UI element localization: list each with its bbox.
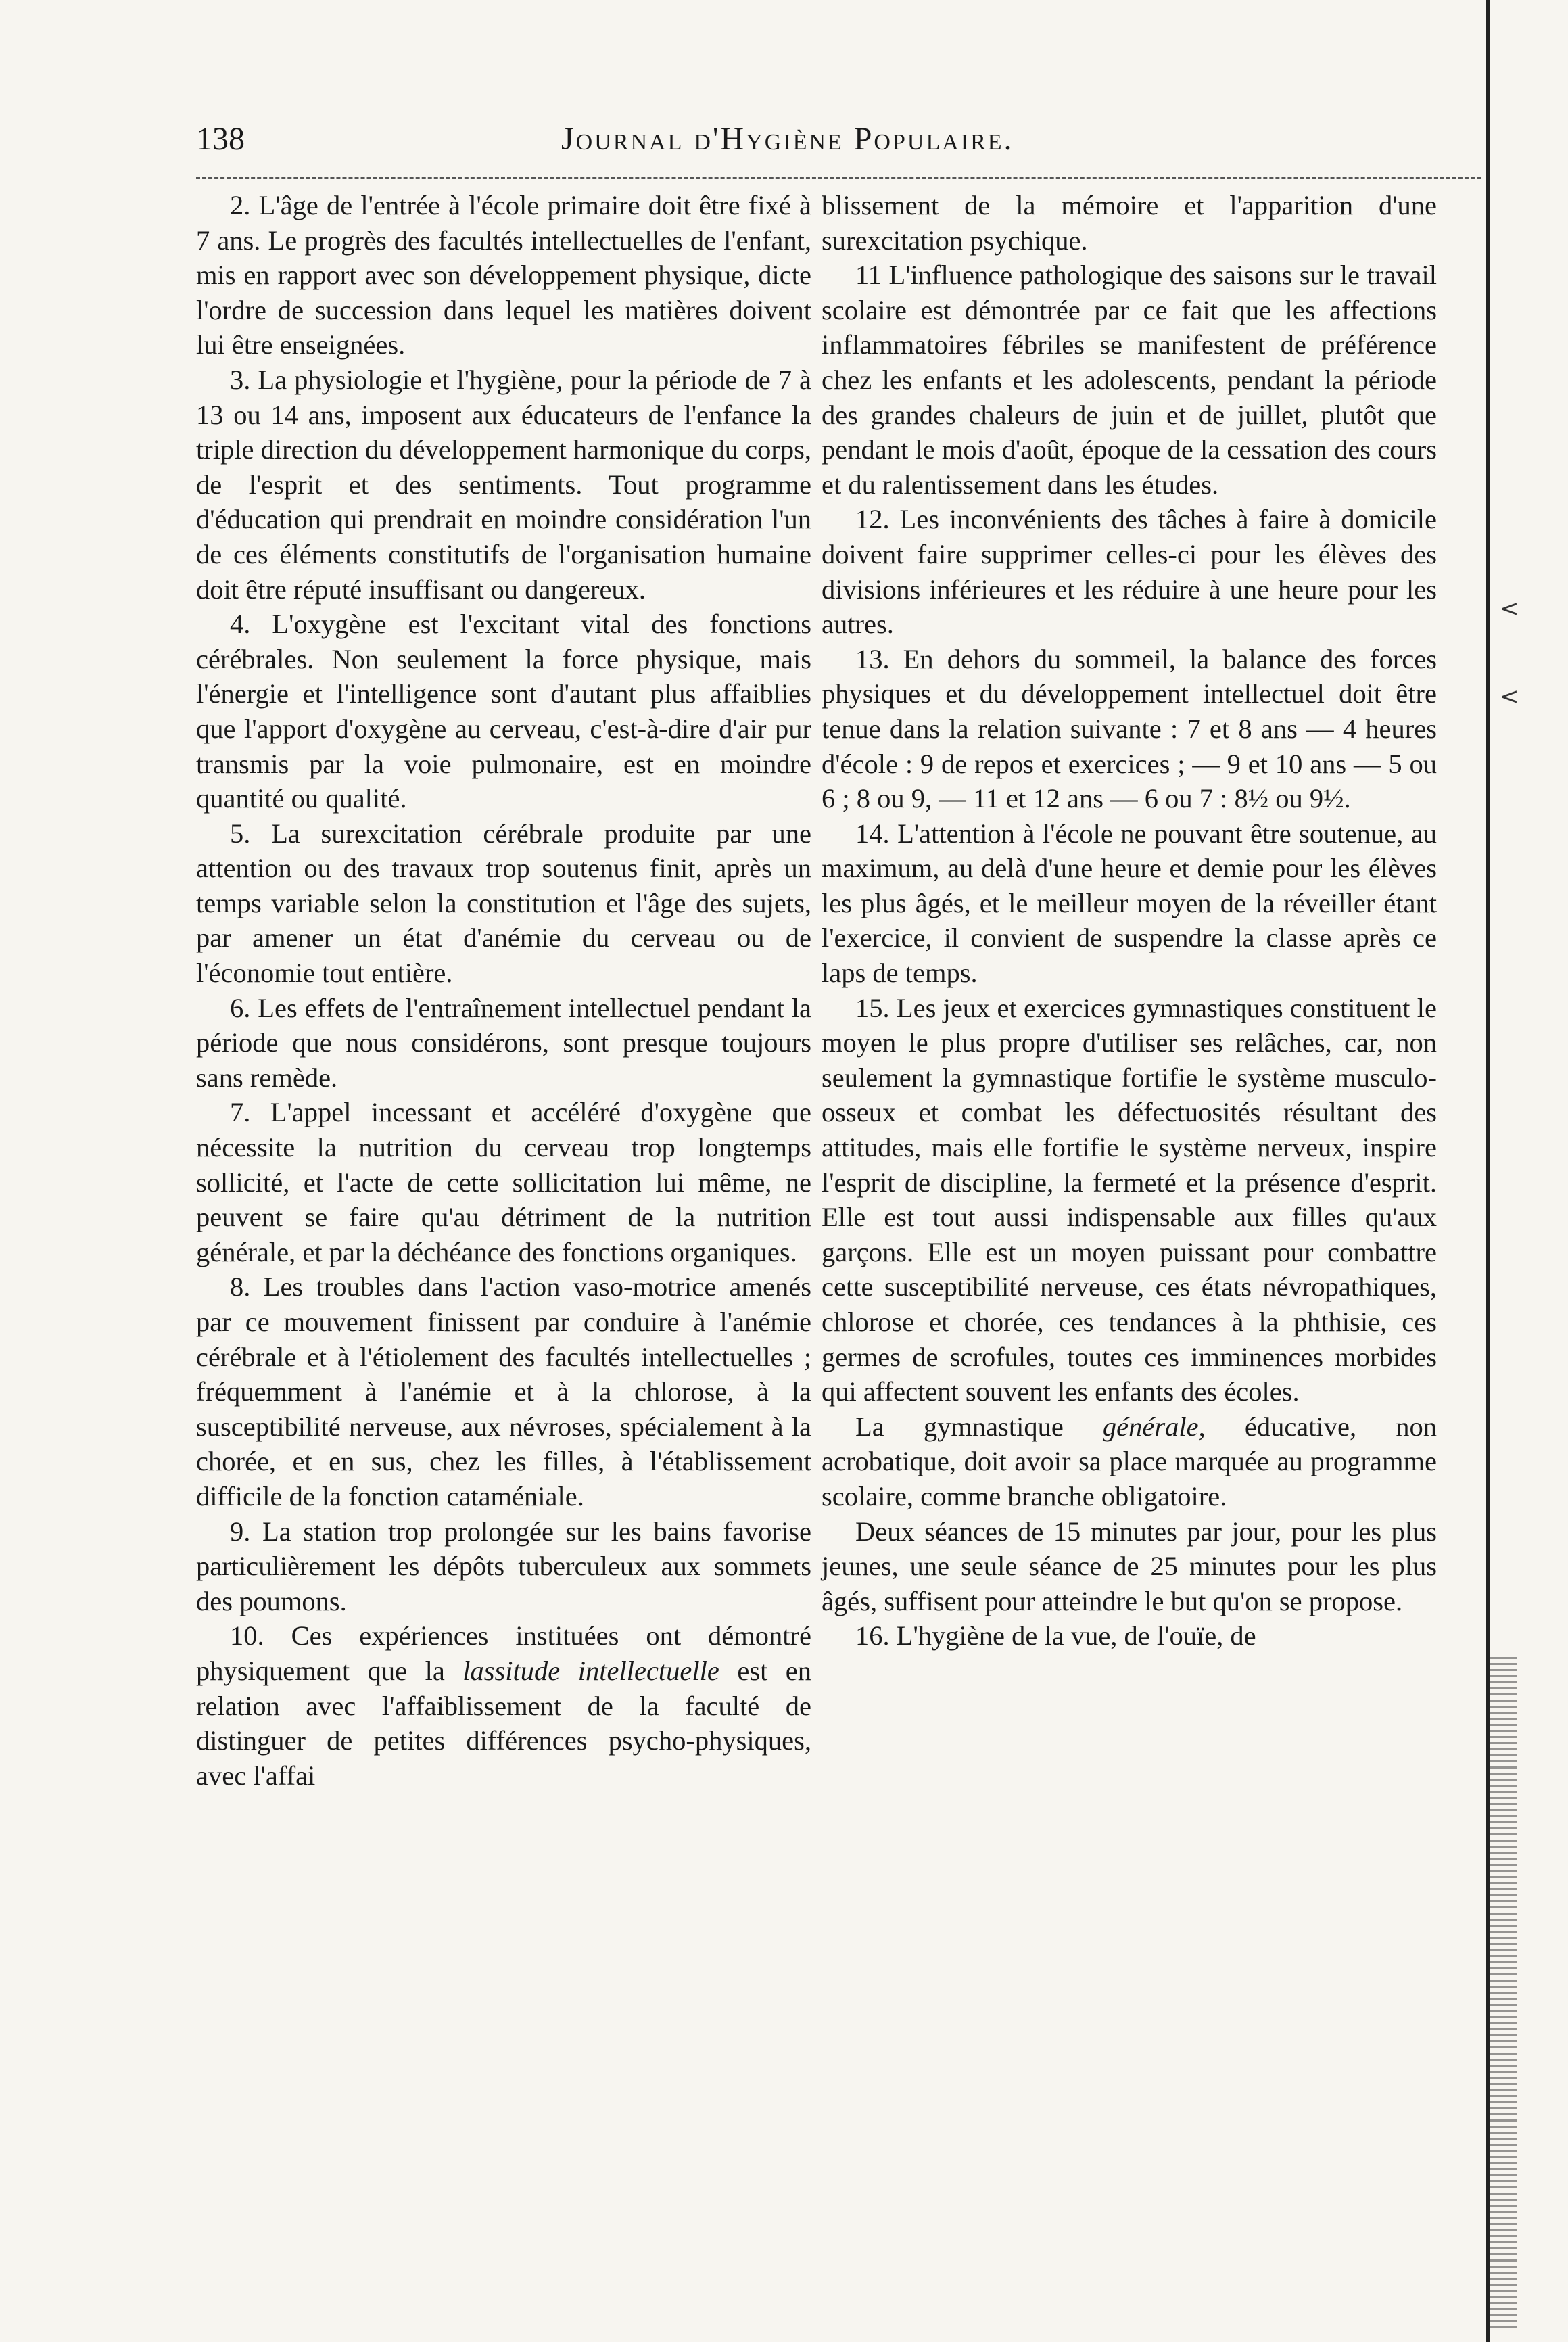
paragraph-text: , éducative, non acrobatique, doit avoir sa place marquée au programme scolaire, comme branche obligatoire. (822, 1411, 1437, 1512)
paragraph: 15. Les jeux et exercices gymnastiques constituent le moyen le plus propre d'utiliser ses relâches, car, non seulement la gymnastique fortifie le système musculo-osseux et combat les défectuosités résultant des attitudes, mais elle fortifie le système nerveux, inspire l'esprit de discipline, la fermeté et la présence d'esprit. Elle est tout aussi indispensable aux filles qu'aux garçons. Elle est un moyen puissant pour combattre cette susceptibilité nerveuse, ces états névropathiques, chlorose et chorée, ces tendances à la phthisie, ces germes de scrofules, toutes ces imminences morbides qui affectent souvent les enfants des écoles. (822, 992, 1437, 1407)
paragraph: 16. L'hygiène de la vue, de l'ouïe, de (855, 1620, 1256, 1652)
italic-phrase: lassitude intellectuelle (462, 1655, 719, 1686)
margin-mark: < (1500, 683, 1519, 710)
paragraph-text: La gymnastique (855, 1411, 1103, 1442)
page-header (196, 115, 1488, 162)
paragraph-text: est en relation avec l'affaiblissement de la faculté de distinguer de petites différences psycho-physiques, avec l'affai (196, 1655, 812, 1791)
paragraph: 4. L'oxygène est l'excitant vital des fonctions cérébrales. Non seulement la force physique, mais l'énergie et l'intelligence sont d'autant plus affaiblies que l'apport d'oxygène au cerveau, c'est-à-dire d'air pur transmis par la voie pulmonaire, est en moindre quantité ou qualité. (196, 609, 811, 814)
italic-phrase: générale (1102, 1411, 1199, 1442)
left-column (196, 188, 811, 1793)
binding-edge-line (1486, 0, 1490, 2342)
right-column (822, 188, 1437, 1654)
paragraph: 7. L'appel incessant et accéléré d'oxygène que nécessite la nutrition du cerveau trop longtemps sollicité, et l'acte de cette sollicitation lui même, ne peuvent se faire qu'au détriment de la nutrition générale, et par la déchéance des fonctions organiques. (196, 1097, 811, 1267)
page-number: 138 (196, 121, 245, 157)
paragraph: 8. Les troubles dans l'action vaso-motrice amenés par ce mouvement finissent par conduire à l'anémie cérébrale et à l'étiolement des facultés intellectuelles ; fréquemment à l'anémie et à la chlorose, à la susceptibilité nerveuse, aux névroses, spécialement à la chorée, et en sus, chez les filles, à l'établissement difficile de la fonction cataméniale. (196, 1271, 811, 1512)
paragraph: 13. En dehors du sommeil, la balance des forces physiques et du développement intellectuel doit être tenue dans la relation suivante : 7 et 8 ans — 4 heures d'école : 9 de repos et exercices ; — 9 et 10 ans — 5 ou 6 ; 8 ou 9, — 11 et 12 ans — 6 ou 7 : 8½ ou 9½. (822, 643, 1437, 814)
paragraph (196, 1618, 811, 1793)
paragraph: 5. La surexcitation cérébrale produite par une attention ou des travaux trop soutenus finit, après un temps variable selon la constitution et l'âge des sujets, par amener un état d'anémie du cerveau ou de l'économie tout entière. (196, 818, 811, 989)
paragraph-text: 10. Ces expériences instituées ont démontré physiquement que la (196, 1620, 811, 1686)
paragraph: 2. L'âge de l'entrée à l'école primaire doit être fixé à 7 ans. Le progrès des facultés intellectuelles de l'enfant, mis en rapport avec son développement physique, dicte l'ordre de succession dans lequel les matières doivent lui être enseignées. (196, 190, 811, 360)
paragraph: 11 L'influence pathologique des saisons sur le travail scolaire est démontrée par ce fait que les affections inflammatoires fébriles se manifestent de préférence chez les enfants et les adolescents, pendant la période des grandes chaleurs de juin et de juillet, plutôt que pendant le mois d'août, époque de la cessation des cours et du ralentissement dans les études. (822, 260, 1437, 500)
edge-texture (1490, 1657, 1517, 2333)
paragraph: 6. Les effets de l'entraînement intellectuel pendant la période que nous considérons, sont presque toujours sans remède. (196, 992, 811, 1093)
paragraph: 3. La physiologie et l'hygiène, pour la période de 7 à 13 ou 14 ans, imposent aux éducateurs de l'enfance la triple direction du développement harmonique du corps, de l'esprit et des sentiments. Tout programme d'éducation qui prendrait en moindre considération l'un de ces éléments constitutifs de l'organisation humaine doit être réputé insuffisant ou dangereux. (196, 364, 811, 605)
running-title: Journal d'Hygiène Populaire. (561, 121, 1014, 157)
paragraph: 12. Les inconvénients des tâches à faire à domicile doivent faire supprimer celles-ci pour les élèves des divisions inférieures et les réduire à une heure pour les autres. (822, 504, 1437, 640)
paragraph: 9. La station trop prolongée sur les bains favorise particulièrement les dépôts tuberculeux aux sommets des poumons. (196, 1516, 811, 1616)
header-divider (196, 177, 1481, 179)
scan-edge (1485, 0, 1568, 2342)
paragraph: blissement de la mémoire et l'apparition d'une surexcitation psychique. (822, 190, 1437, 256)
margin-mark: < (1500, 595, 1519, 622)
paragraph: Deux séances de 15 minutes par jour, pour les plus jeunes, une seule séance de 25 minutes pour les plus âgés, suffisent pour atteindre le but qu'on se propose. (822, 1516, 1437, 1616)
paragraph: 14. L'attention à l'école ne pouvant être soutenue, au maximum, au delà d'une heure et demie pour les élèves les plus âgés, et le meilleur moyen de la réveiller étant l'exercice, il convient de suspendre la classe après ce laps de temps. (822, 818, 1437, 989)
paragraph (822, 1409, 1437, 1514)
